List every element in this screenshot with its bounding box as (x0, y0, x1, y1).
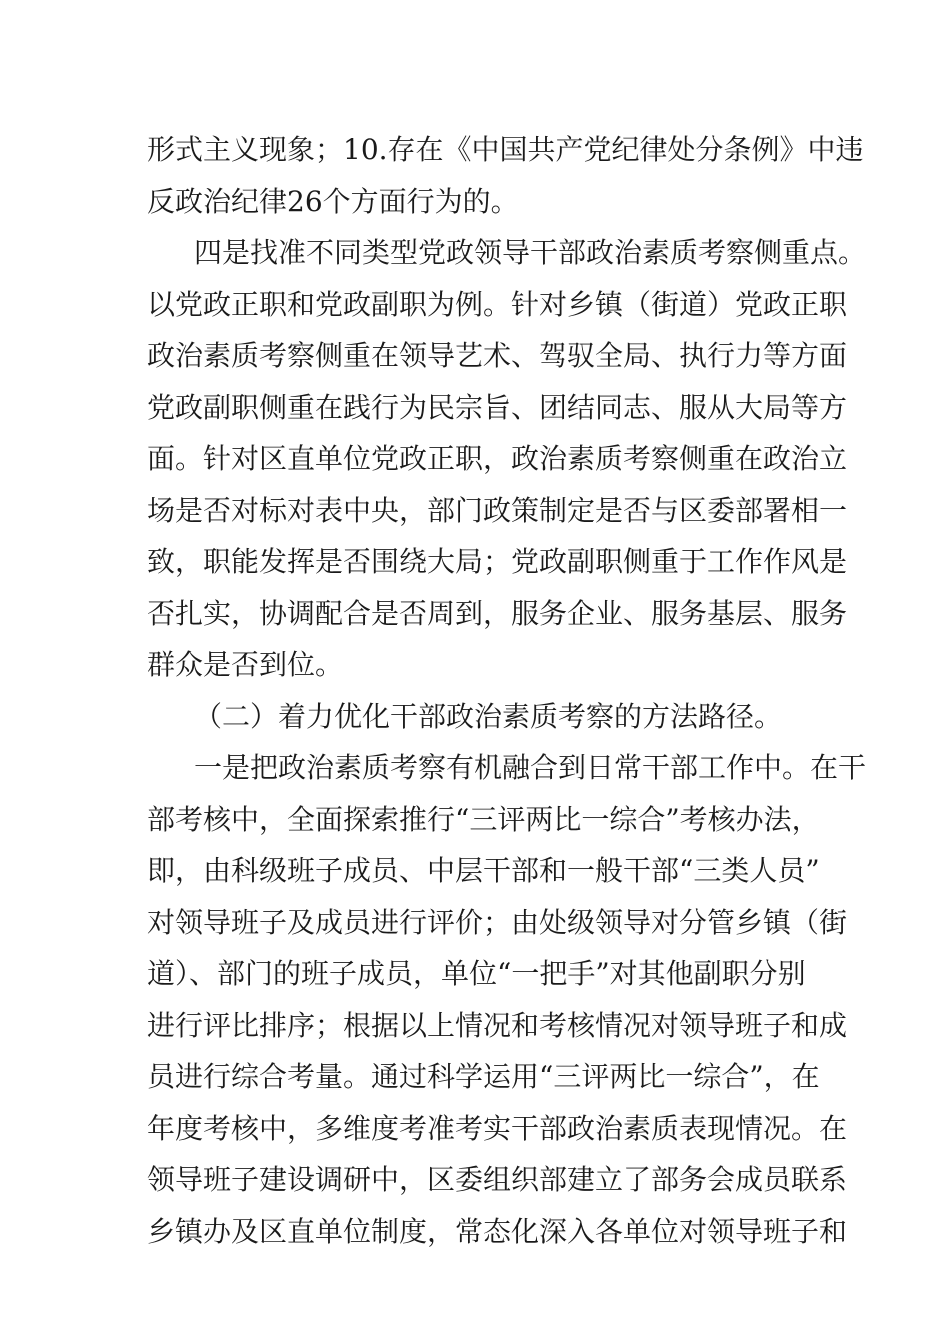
text-line-14: 部考核中，全面探索推行“三评两比一综合”考核办法， (147, 802, 820, 836)
text-line-16: 对领导班子及成员进行评价；由处级领导对分管乡镇（街 (147, 905, 848, 939)
text-line-18: 进行评比排序；根据以上情况和考核情况对领导班子和成 (147, 1008, 848, 1042)
text-line-13: 一是把政治素质考察有机融合到日常干部工作中。在干 (194, 751, 867, 784)
text-line-2: 反政治纪律26个方面行为的。 (147, 184, 519, 218)
text-line-7: 面。针对区直单位党政正职，政治素质考察侧重在政治立 (147, 442, 848, 475)
text-line-21: 领导班子建设调研中，区委组织部建立了部务会成员联系 (147, 1163, 848, 1196)
document-body (147, 124, 867, 1257)
text-line-11: 群众是否到位。 (147, 648, 344, 681)
text-line-4: 以党政正职和党政副职为例。针对乡镇（街道）党政正职 (147, 287, 848, 321)
text-line-8: 场是否对标对表中央，部门政策制定是否与区委部署相一 (147, 493, 848, 527)
text-line-5: 政治素质考察侧重在领导艺术、驾驭全局、执行力等方面 (147, 339, 848, 372)
section-heading: （二）着力优化干部政治素质考察的方法路径。 (194, 699, 783, 733)
text-line-15: 即，由科级班子成员、中层干部和一般干部“三类人员” (147, 854, 820, 887)
text-line-20: 年度考核中，多维度考准考实干部政治素质表现情况。在 (147, 1111, 848, 1145)
text-line-22: 乡镇办及区直单位制度，常态化深入各单位对领导班子和 (147, 1214, 848, 1248)
text-line-1: 形式主义现象；10.存在《中国共产党纪律处分条例》中违 (147, 133, 864, 166)
text-line-6: 党政副职侧重在践行为民宗旨、团结同志、服从大局等方 (147, 390, 848, 424)
text-line-9: 致，职能发挥是否围绕大局；党政副职侧重于工作作风是 (147, 545, 848, 578)
text-line-10: 否扎实，协调配合是否周到，服务企业、服务基层、服务 (147, 596, 848, 630)
text-line-19: 员进行综合考量。通过科学运用“三评两比一综合”，在 (147, 1060, 820, 1093)
text-line-3: 四是找准不同类型党政领导干部政治素质考察侧重点。 (194, 236, 867, 269)
text-line-17: 道）、部门的班子成员，单位“一把手”对其他副职分别 (147, 957, 806, 990)
